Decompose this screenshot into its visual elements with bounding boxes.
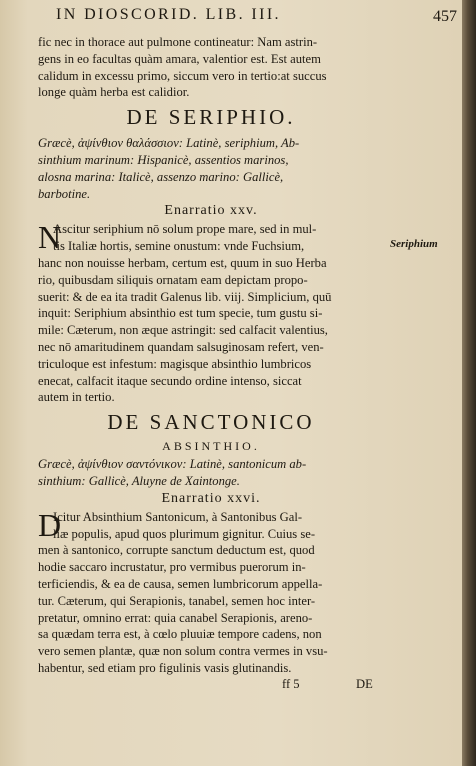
drop-cap: N (38, 219, 62, 256)
paragraph-santonico (38, 506, 384, 677)
running-head: IN DIOSCORID. LIB. III. (56, 6, 281, 23)
text-line: gens in eo facultas quàm amara, valentior est. Est autem (38, 51, 321, 66)
text-line: suerit: & de ea ita tradit Galenus lib. viij. Simplicium, quū (38, 289, 332, 304)
text-line: liæ populis, apud quos plurimum gignitur. Cuius se- (53, 526, 316, 541)
section-title-santonico: DE SANCTONICO (107, 410, 315, 435)
synonym-line: alosna marina: Italicè, assenzo marino: Gallicè, (38, 169, 284, 184)
text-line: sa quædam terra est, à cœlo pluuiæ tempore cadens, non (38, 627, 322, 642)
text-line: vero semen plantæ, quæ non solum contra vermes in vsu- (38, 644, 328, 659)
synonym-line: barbotine. (38, 186, 91, 201)
text-line: hodie saccaro incrustatur, pro vermibus puerorum in- (38, 560, 306, 575)
paragraph-seriphio (38, 221, 384, 406)
drop-cap: D (38, 506, 62, 543)
folio-number: 457 (433, 8, 457, 25)
catchword: DE (356, 677, 373, 691)
text-line: rio, quibusdam siliquis ornatam eam depictam propo- (38, 272, 308, 287)
text-line: mile: Cæterum, non æque astringit: sed calfacit valentius, (38, 323, 328, 338)
signature-mark: ff 5 (282, 677, 300, 691)
synonym-line: Græcè, ἀψίνθιον θαλάσσιον: Latinè, seriphium, Ab- (38, 136, 300, 151)
text-line: calidum in excessu primo, siccum vero in tertio:at succus (38, 68, 327, 83)
page-footer (0, 677, 462, 697)
text-line: habentur, sed etiam pro figulinis vasis glutinandis. (38, 660, 292, 675)
page-edge (462, 0, 476, 766)
text-line: men à santonico, corrupte sanctum deductum est, quod (38, 543, 315, 558)
text-line: triculoque est infestum: magisque absinthio lumbricos (38, 356, 312, 371)
text-line: Icitur Absinthium Santonicum, à Santonibus Gal- (53, 509, 303, 524)
text-line: tis Italiæ hortis, semine onustum: vnde Fuchsium, (53, 239, 305, 254)
margin-note: Seriphium (390, 238, 438, 250)
text-line: fic nec in thorace aut pulmone contineatur: Nam astrin- (38, 35, 318, 49)
synonym-line: sinthium: Gallicè, Aluyne de Xaintonge. (38, 473, 240, 488)
enarratio-heading: Enarratio xxv. (164, 203, 258, 219)
text-line: Ascitur seriphium nō solum prope mare, sed in mul- (53, 222, 317, 237)
text-line: tur. Cæterum, qui Serapionis, tanabel, semen hoc inter- (38, 593, 316, 608)
intro-paragraph (38, 34, 384, 101)
text-line: terficiendis, & ea de causa, semen lumbricorum appella- (38, 576, 323, 591)
enarratio-heading: Enarratio xxvi. (161, 490, 261, 506)
synonyms-seriphio (38, 135, 384, 202)
text-line: hanc non nouisse herbam, certum est, quum in suo Herba (38, 255, 327, 270)
synonyms-santonico (38, 456, 384, 490)
page-header (0, 4, 462, 34)
text-line: autem in tertio. (38, 390, 115, 405)
text-line: enecat, calfacit itaque secundo ordine intenso, siccat (38, 373, 302, 388)
text-line: longe quàm herba est calidior. (38, 85, 190, 100)
text-line: inquit: Seriphium absinthio est tum specie, tum gustu si- (38, 306, 323, 321)
synonym-line: Græcè, ἀψίνθιον σαντόνικον: Latinè, santonicum ab- (38, 457, 307, 472)
section-subtitle-santonico: ABSINTHIO. (162, 439, 260, 454)
section-title-seriphio: DE SERIPHIO. (126, 105, 296, 130)
text-block (38, 34, 384, 677)
text-line: pretatur, omnino errat: quia canabel Serapionis, areno- (38, 610, 313, 625)
text-line: nec nō amaritudinem quandam salsuginosam refert, ven- (38, 339, 324, 354)
synonym-line: sinthium marinum: Hispanicè, assentios marinos, (38, 152, 289, 167)
